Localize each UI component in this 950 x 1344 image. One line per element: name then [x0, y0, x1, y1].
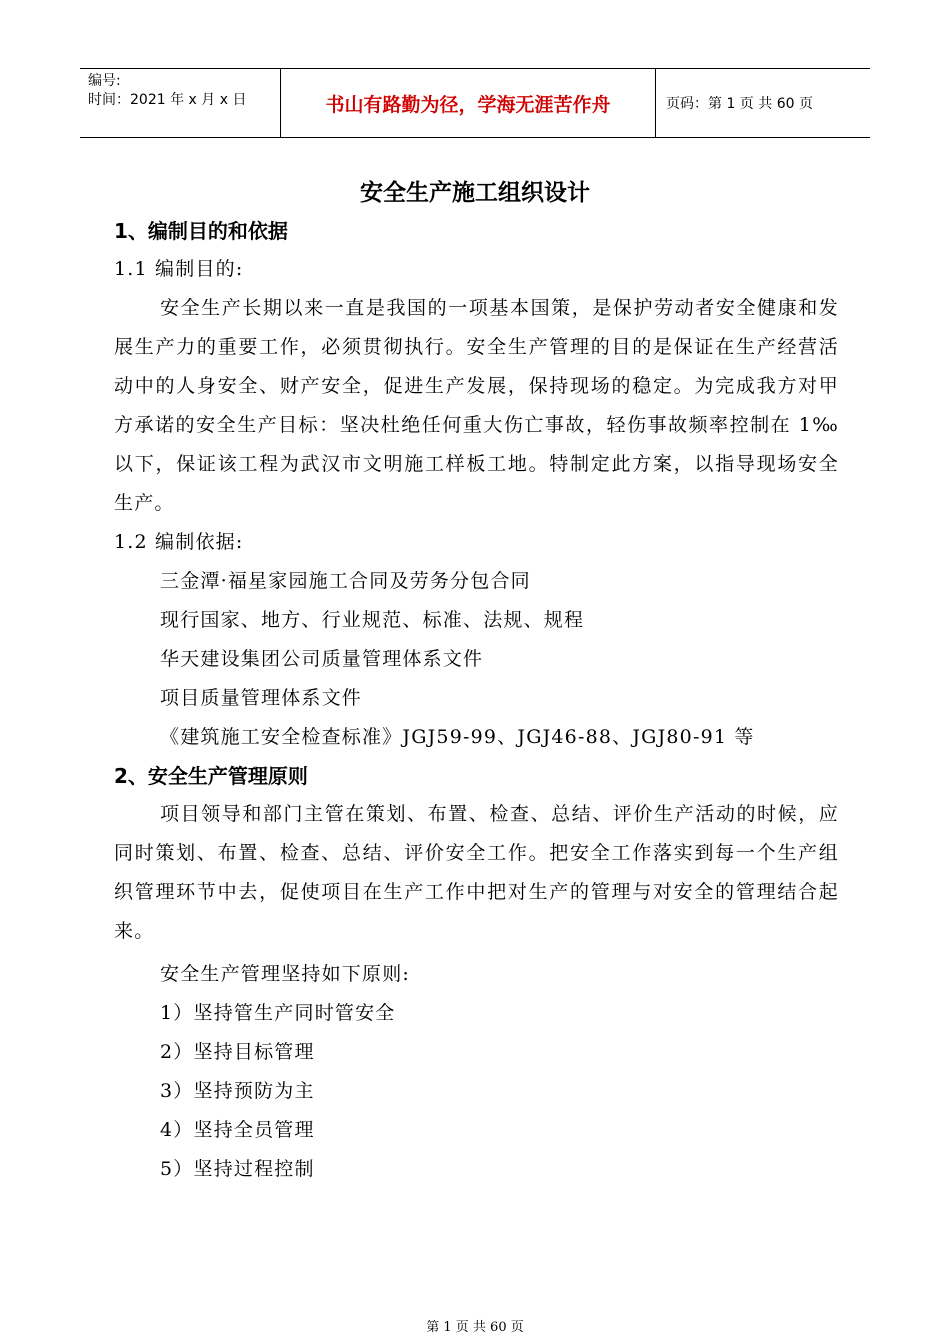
header-motto: 书山有路勤为径，学海无涯苦作舟: [280, 69, 656, 137]
paragraph-principles-lead: 安全生产管理坚持如下原则:: [160, 963, 411, 985]
basis-item: 《建筑施工安全检查标准》JGJ59-99、JGJ46-88、JGJ80-91 等: [160, 726, 755, 748]
section-heading-1: 1、编制目的和依据: [114, 219, 288, 243]
principle-item: 4）坚持全员管理: [160, 1119, 315, 1141]
paragraph-purpose: 安全生产长期以来一直是我国的一项基本国策，是保护劳动者安全健康和发展生产力的重要工作，必须贯彻执行。安全生产管理的目的是保证在生产经营活动中的人身安全、财产安全，促进生产发展，保持现场的稳定。为完成我方对甲方承诺的安全生产目标：坚决杜绝任何重大伤亡事故，轻伤事故频率控制在 1‰ 以下，保证该工程为武汉市文明施工样板工地。特制定此方案，以指导现场安全生产。: [114, 297, 839, 514]
page-footer: 第 1 页 共 60 页: [426, 1320, 524, 1335]
paragraph-principles-intro: 项目领导和部门主管在策划、布置、检查、总结、评价生产活动的时候，应同时策划、布置、检查、总结、评价安全工作。把安全工作落实到每一个生产组织管理环节中去，促使项目在生产工作中把对生产的管理与对安全的管理结合起来。: [114, 803, 839, 942]
subsection-heading-1-1: 1.1 编制目的:: [114, 258, 244, 280]
doc-number-label: 编号:: [88, 73, 121, 89]
principle-item: 2）坚持目标管理: [160, 1041, 315, 1063]
principle-item: 3）坚持预防为主: [160, 1080, 315, 1102]
doc-time-label: 时间：2021 年 x 月 x 日: [88, 92, 247, 108]
basis-item: 华天建设集团公司质量管理体系文件: [160, 648, 484, 670]
basis-item: 项目质量管理体系文件: [160, 687, 363, 709]
section-heading-2: 2、安全生产管理原则: [114, 764, 308, 788]
header-table: [80, 68, 870, 138]
principle-item: 5）坚持过程控制: [160, 1158, 315, 1180]
header-meta: [80, 69, 280, 137]
principle-item: 1）坚持管生产同时管安全: [160, 1002, 396, 1024]
basis-item: 三金潭·福星家园施工合同及劳务分包合同: [160, 570, 531, 592]
subsection-heading-1-2: 1.2 编制依据:: [114, 531, 244, 553]
basis-item: 现行国家、地方、行业规范、标准、法规、规程: [160, 609, 585, 631]
header-page-info: 页码：第 1 页 共 60 页: [666, 96, 813, 112]
document-title: 安全生产施工组织设计: [360, 180, 590, 206]
document-body: [114, 212, 839, 1189]
